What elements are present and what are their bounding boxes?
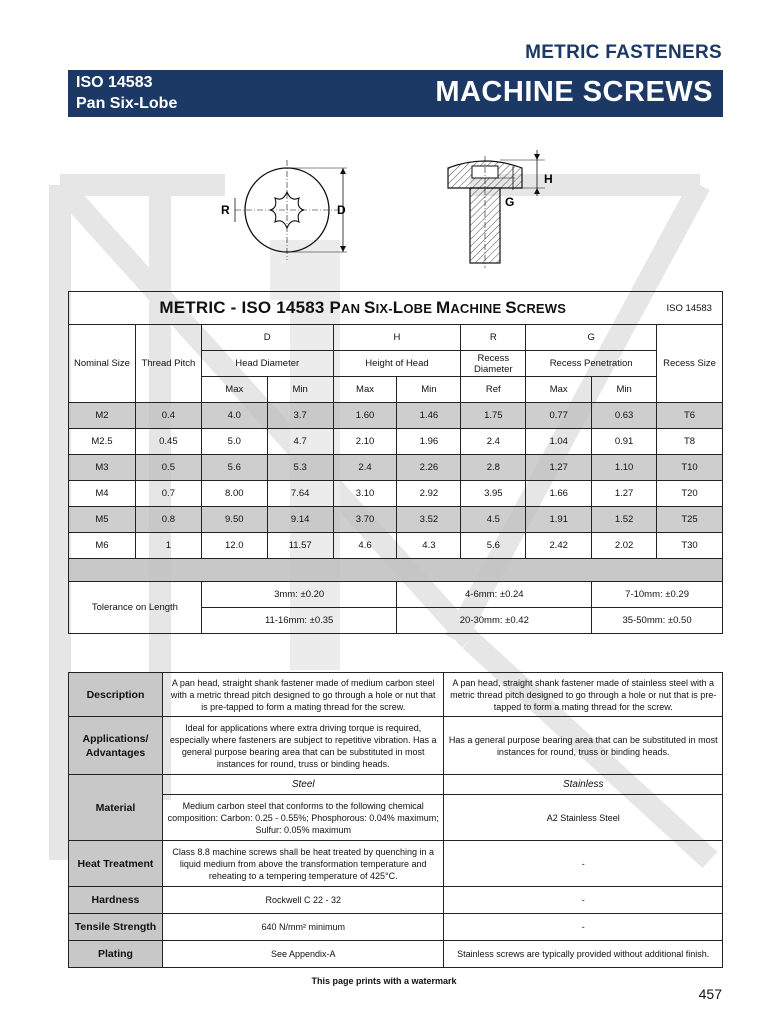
table-cell: 11.57 (267, 533, 333, 559)
d-label: D (337, 203, 346, 217)
standard-name: Pan Six-Lobe (76, 95, 178, 112)
table-cell: 9.14 (267, 507, 333, 533)
header-height-of-head: Height of Head (333, 351, 461, 377)
tensile-stainless: - (444, 914, 723, 941)
description-stainless: A pan head, straight shank fastener made of stainless steel with a metric thread pitch designed to go through a hole or nut that is pre-tapped to form a mating thread for the screw. (444, 673, 723, 717)
header-nominal-size: Nominal Size (69, 325, 136, 403)
table-cell: 1.27 (526, 455, 592, 481)
standard-code: ISO 14583 (76, 74, 153, 91)
header-d-min: Min (267, 377, 333, 403)
watermark-note: This page prints with a watermark (311, 976, 457, 986)
hardness-row (69, 887, 723, 914)
table-cell: 1.04 (526, 429, 592, 455)
stainless-header: Stainless (444, 775, 723, 795)
page-title: MACHINE SCREWS (435, 76, 713, 108)
title-word-rest: CREWS (516, 301, 567, 316)
plating-label: Plating (69, 941, 163, 968)
table-row (69, 455, 723, 481)
description-steel: A pan head, straight shank fastener made of medium carbon steel with a metric thread pitch designed to go through a hole or nut that is pre-tapped to form a mating thread for the screw. (162, 673, 444, 717)
table-cell: 3.70 (333, 507, 397, 533)
title-word-cap: M (435, 298, 451, 317)
table-cell: M6 (69, 533, 136, 559)
tolerance-row-1 (69, 582, 723, 608)
page-number: 457 (698, 986, 722, 1002)
applications-steel: Ideal for applications where extra driving torque is required, especially where fasteners are subject to repetitive vibration. Has a general purpose bearing area that can be substituted in most instances for round, truss or binding heads. (162, 717, 444, 775)
table-cell: 0.77 (526, 403, 592, 429)
table-row (69, 533, 723, 559)
title-word-rest: IX- (375, 301, 393, 316)
h-label: H (544, 172, 553, 186)
table-cell: 0.4 (135, 403, 201, 429)
table-cell: 2.4 (461, 429, 526, 455)
tolerance-cell: 11-16mm: ±0.35 (201, 608, 397, 634)
table-row (69, 507, 723, 533)
tensile-label: Tensile Strength (69, 914, 163, 941)
header-row-1 (69, 325, 723, 351)
header-d-max: Max (201, 377, 267, 403)
description-label: Description (69, 673, 163, 717)
table-cell: 0.45 (135, 429, 201, 455)
applications-row (69, 717, 723, 775)
table-cell: 5.3 (267, 455, 333, 481)
screw-drawing (215, 148, 595, 273)
table-cell: 2.4 (333, 455, 397, 481)
plating-steel: See Appendix-A (162, 941, 444, 968)
table-cell: 0.8 (135, 507, 201, 533)
table-cell: M2 (69, 403, 136, 429)
table-cell: 0.91 (592, 429, 657, 455)
table-cell: 5.0 (201, 429, 267, 455)
table-cell: 1.91 (526, 507, 592, 533)
header-r-ref: Ref (461, 377, 526, 403)
standard-label (76, 72, 177, 114)
title-word-rest: ACHINE (450, 301, 506, 316)
table-cell: 1.46 (397, 403, 461, 429)
table-cell: 3.7 (267, 403, 333, 429)
title-banner (68, 70, 723, 117)
table-cell: 4.6 (333, 533, 397, 559)
header-g: G (526, 325, 657, 351)
table-cell: 2.02 (592, 533, 657, 559)
category-heading: METRIC FASTENERS (525, 42, 722, 63)
table-cell: 3.10 (333, 481, 397, 507)
table-cell: 4.5 (461, 507, 526, 533)
plating-row (69, 941, 723, 968)
table-ref: ISO 14583 (657, 292, 723, 325)
r-label: R (221, 203, 230, 217)
title-word-cap: P (329, 298, 342, 317)
steel-header: Steel (162, 775, 444, 795)
material-header-row (69, 775, 723, 795)
tolerance-cell: 4-6mm: ±0.24 (397, 582, 592, 608)
table-cell: T30 (657, 533, 723, 559)
table-cell: 4.0 (201, 403, 267, 429)
table-cell: T6 (657, 403, 723, 429)
tolerance-cell: 20-30mm: ±0.42 (397, 608, 592, 634)
separator-row (69, 559, 723, 582)
heat-treatment-stainless: - (444, 841, 723, 887)
table-cell: 3.95 (461, 481, 526, 507)
table-cell: 1 (135, 533, 201, 559)
hardness-steel: Rockwell C 22 - 32 (162, 887, 444, 914)
tolerance-cell: 35-50mm: ±0.50 (592, 608, 723, 634)
table-cell: 1.96 (397, 429, 461, 455)
header-recess-diameter: Recess Diameter (461, 351, 526, 377)
tensile-steel: 640 N/mm² minimum (162, 914, 444, 941)
heat-treatment-row (69, 841, 723, 887)
hardness-label: Hardness (69, 887, 163, 914)
title-word-cap: S (505, 298, 517, 317)
table-cell: 3.52 (397, 507, 461, 533)
heat-treatment-steel: Class 8.8 machine screws shall be heat treated by quenching in a liquid medium from above the transformation temperature and reheating to a tempering temperature of 425°C. (162, 841, 444, 887)
description-row (69, 673, 723, 717)
material-steel: Medium carbon steel that conforms to the following chemical composition: Carbon: 0.25 - 0.55%; Phosphorous: 0.04% maximum; Sulfur: 0.05% maximum (162, 795, 444, 841)
table-cell: 8.00 (201, 481, 267, 507)
table-cell: 2.10 (333, 429, 397, 455)
table-cell: 7.64 (267, 481, 333, 507)
table-cell: 2.8 (461, 455, 526, 481)
table-title-tail (329, 298, 566, 317)
table-cell: 1.66 (526, 481, 592, 507)
table-cell: M4 (69, 481, 136, 507)
table-cell: M5 (69, 507, 136, 533)
table-cell: 0.63 (592, 403, 657, 429)
applications-label: Applications/ Advantages (69, 717, 163, 775)
header-h: H (333, 325, 461, 351)
material-stainless: A2 Stainless Steel (444, 795, 723, 841)
table-cell: 1.75 (461, 403, 526, 429)
header-g-max: Max (526, 377, 592, 403)
title-word-rest: OBE (403, 301, 436, 316)
title-word-cap: L (392, 298, 404, 317)
header-h-min: Min (397, 377, 461, 403)
dimensions-table (68, 291, 723, 634)
hardness-stainless: - (444, 887, 723, 914)
table-cell: 12.0 (201, 533, 267, 559)
top-view (221, 160, 347, 260)
tolerance-cell: 7-10mm: ±0.29 (592, 582, 723, 608)
table-cell: 2.92 (397, 481, 461, 507)
table-cell: 1.60 (333, 403, 397, 429)
dimensions-body (69, 403, 723, 559)
title-word-rest: AN (341, 301, 365, 316)
table-cell: 2.42 (526, 533, 592, 559)
header-d: D (201, 325, 333, 351)
separator-cell (69, 559, 723, 582)
header-g-min: Min (592, 377, 657, 403)
table-title: METRIC - ISO 14583 PAN SIX-LOBE MACHINE SCREWS (69, 292, 657, 325)
header-r: R (461, 325, 526, 351)
table-title-row (69, 292, 723, 325)
table-row (69, 403, 723, 429)
table-cell: 1.10 (592, 455, 657, 481)
properties-table (68, 672, 723, 968)
tolerance-cell: 3mm: ±0.20 (201, 582, 397, 608)
header-h-max: Max (333, 377, 397, 403)
table-row (69, 481, 723, 507)
heat-treatment-label: Heat Treatment (69, 841, 163, 887)
g-label: G (505, 195, 515, 209)
applications-stainless: Has a general purpose bearing area that can be substituted in most instances for round, truss or binding heads. (444, 717, 723, 775)
table-cell: 0.5 (135, 455, 201, 481)
table-cell: 1.27 (592, 481, 657, 507)
table-cell: 4.3 (397, 533, 461, 559)
table-cell: T10 (657, 455, 723, 481)
table-cell: T25 (657, 507, 723, 533)
table-cell: 1.52 (592, 507, 657, 533)
table-cell: 4.7 (267, 429, 333, 455)
table-cell: T20 (657, 481, 723, 507)
table-cell: 2.26 (397, 455, 461, 481)
header-recess-size: Recess Size (657, 325, 723, 403)
side-view (448, 150, 553, 268)
table-row (69, 429, 723, 455)
table-cell: 9.50 (201, 507, 267, 533)
table-cell: 5.6 (201, 455, 267, 481)
header-recess-penetration: Recess Penetration (526, 351, 657, 377)
table-cell: 5.6 (461, 533, 526, 559)
tensile-row (69, 914, 723, 941)
table-cell: M2.5 (69, 429, 136, 455)
table-cell: 0.7 (135, 481, 201, 507)
table-cell: M3 (69, 455, 136, 481)
header-head-diameter: Head Diameter (201, 351, 333, 377)
header-thread-pitch: Thread Pitch (135, 325, 201, 403)
title-word-cap: S (364, 298, 376, 317)
material-row (69, 795, 723, 841)
table-cell: T8 (657, 429, 723, 455)
material-label: Material (69, 775, 163, 841)
plating-stainless: Stainless screws are typically provided without additional finish. (444, 941, 723, 968)
tolerance-label: Tolerance on Length (69, 582, 202, 634)
